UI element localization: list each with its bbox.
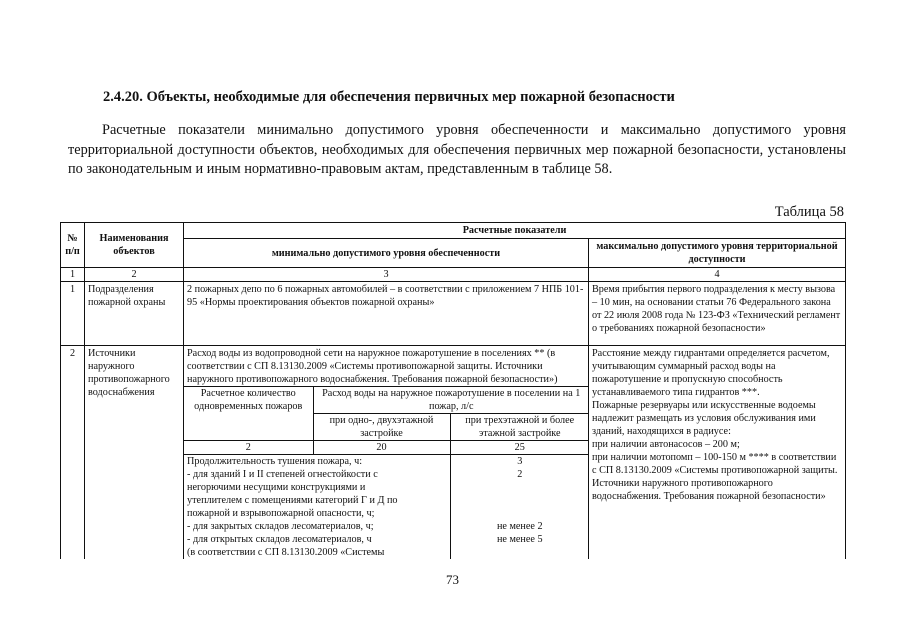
duration-value: 2 [517,469,523,480]
section-heading: 2.4.20. Объекты, необходимые для обеспечения первичных мер пожарной безопасности [103,89,675,105]
table-row [61,346,846,560]
page-number: 73 [446,572,459,587]
intro-paragraph: Расчетные показатели минимально допустимого уровня обеспеченности и максимально допустимого уровня территориальной доступности объектов, необходимых для обеспечения первичных мер пожарной безопасности, установлены по законодательным и иным нормативно-правовым актам, представленным в таблице 58. [68,122,846,177]
inner-header-flow: Расход воды на наружное пожаротушение в поселении на 1 пожар, л/с [313,387,589,414]
duration-line: - для закрытых складов лесоматериалов, ч; [187,521,374,532]
inner-value-fires: 2 [184,441,313,455]
duration-line: негорючими несущими конструкциями и [187,482,366,493]
header-num: № п/п [61,223,85,268]
row-name: Подразделения пожарной охраны [85,282,184,346]
inner-header-fires: Расчетное количество одновременных пожаров [184,387,313,441]
duration-value: не менее 2 [496,521,543,532]
colnum-3: 3 [184,268,589,282]
inner-header-low: при одно-, двухэтажной застройке [313,414,450,441]
water-flow-intro: Расход воды из водопроводной сети на наружное пожаротушение в поселениях ** (в соответствии с СП 8.13130.2009 «Системы противопожарной защиты. Источники наружного противопожарного водоснабжения. Требования пожарной безопасности») [187,348,558,385]
duration-line: Продолжительность тушения пожара, ч: [187,456,363,467]
header-calc: Расчетные показатели [184,223,846,239]
header-min: минимально допустимого уровня обеспеченности [184,239,589,268]
table-row [61,282,846,346]
motopump-radius-text: при наличии мотопомп – 100-150 м **** в соответствии с СП 8.13130.2009 «Системы противопожарной защиты. Источники наружного противопожарного водоснабжения. Требования пожарной безопасности» [592,452,838,502]
autopump-radius-text: при наличии автонасосов – 200 м; [592,439,740,450]
duration-line: - для зданий I и II степеней огнестойкости с [187,469,378,480]
table-caption: Таблица 58 [774,204,844,220]
standards-table [60,222,846,559]
reservoir-text: Пожарные резервуары или искусственные водоемы надлежит размещать из условия обслуживания ими зданий, находящихся в радиусе: [592,400,816,437]
colnum-4: 4 [589,268,846,282]
row-num: 2 [61,346,85,560]
inner-header-high: при трехэтажной и более этажной застройке [450,414,589,441]
duration-line: пожарной и взрывопожарной опасности, ч; [187,508,375,519]
duration-text [184,455,450,560]
inner-value-low: 20 [313,441,450,455]
header-max: максимально допустимого уровня территориальной доступности [589,239,846,268]
duration-values [450,455,589,560]
water-flow-table [184,386,589,559]
inner-value-high: 25 [450,441,589,455]
colnum-2: 2 [85,268,184,282]
row-num: 1 [61,282,85,346]
duration-value: не менее 5 [496,534,543,545]
row-name: Источники наружного противопожарного водоснабжения [85,346,184,560]
row-min: 2 пожарных депо по 6 пожарных автомобилей – в соответствии с приложением 7 НПБ 101-95 «Нормы проектирования объектов пожарной охраны» [184,282,589,346]
duration-line: (в соответствии с СП 8.13130.2009 «Системы [187,547,385,558]
duration-line: утеплителем с помещениями категорий Г и Д по [187,495,398,506]
hydrant-distance-text: Расстояние между гидрантами определяется расчетом, учитывающим суммарный расход воды на пожаротушение и пропускную способность устанавливаемого типа гидрантов ***. [592,348,830,398]
duration-value: 3 [517,456,523,467]
duration-line: - для открытых складов лесоматериалов, ч [187,534,372,545]
row-max: Время прибытия первого подразделения к месту вызова – 10 мин, на основании статьи 76 Федерального закона от 22 июля 2008 года № 123-ФЗ «Технический регламент о требованиях пожарной безопасности» [589,282,846,346]
colnum-1: 1 [61,268,85,282]
row-max [589,346,846,560]
row-min [184,346,589,560]
header-name: Наименования объектов [85,223,184,268]
